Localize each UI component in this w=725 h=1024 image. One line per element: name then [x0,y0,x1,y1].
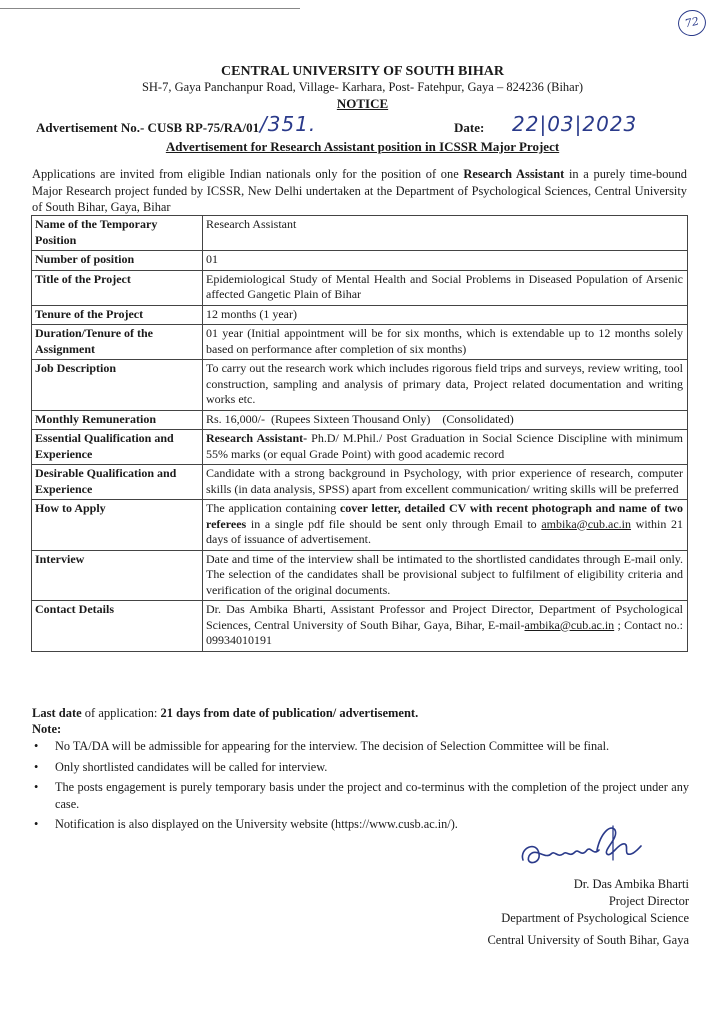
row-label: Job Description [32,360,203,411]
table-row [32,430,688,465]
table-row [32,410,688,430]
table-row [32,360,688,411]
advertisement-number-handwritten: /351. [260,112,317,136]
last-date-value: 21 days from date of publication/ advertisement. [160,706,419,720]
row-value [203,500,688,551]
list-item: • No TA/DA will be admissible for appearing for the interview. The decision of Selection Committee will be final. [32,738,689,755]
table-row [32,270,688,305]
row-value [203,430,688,465]
table-row [32,216,688,251]
row-value: Rs. 16,000/- (Rupees Sixteen Thousand Only) (Consolidated) [203,410,688,430]
essential-text: Ph.D/ M.Phil./ Post Graduation in Social Science Discipline with minimum 55% marks (or equal Grade Point) with good academic record [206,431,684,461]
row-value: Date and time of the interview shall be intimated to the shortlisted candidates through E-mail only. The selection of the candidates shall be provisional subject to fulfilment of eligibility criteria and verification of the original documents. [203,550,688,601]
row-value: Research Assistant [203,216,688,251]
list-item: • Notification is also displayed on the University website (https://www.cusb.ac.in/). [32,816,689,833]
row-label: Monthly Remuneration [32,410,203,430]
subject-heading: Advertisement for Research Assistant position in ICSSR Major Project [165,139,560,154]
intro-text-1: Applications are invited from eligible Indian nationals only for the position of one [32,167,464,181]
list-item: • The posts engagement is purely temporary basis under the project and co-terminus with the completion of the project under any case. [32,779,689,812]
apply-email-link[interactable]: ambika@cub.ac.in [541,516,632,531]
last-date-middle: of application: [81,706,161,720]
intro-position-bold: Research Assistant [463,167,565,181]
row-value [203,601,688,652]
contact-text-1: Dr. Das Ambika Bharti, Assistant Professor and Project Director, Department of Psychological Sciences, Central University of South Bihar, Gaya, Bihar, E-mail- [206,602,683,632]
apply-text-3: within 21 days of issuance of advertisement. [206,516,683,546]
row-label: Desirable Qualification and Experience [32,465,203,500]
intro-paragraph [32,166,687,216]
signatory-title: Project Director [608,894,689,908]
row-label: Interview [32,550,203,601]
row-value: Epidemiological Study of Mental Health and Social Problems in Diseased Population of Arsenic affected Gangetic Plain of Bihar [203,270,688,305]
advertisement-number-label: Advertisement No.- CUSB RP-75/RA/01 [36,120,260,135]
row-value: 12 months (1 year) [203,305,688,325]
row-value: 01 year (Initial appointment will be for six months, which is extendable up to 12 months solely based on performance after completion of six months) [203,325,688,360]
position-details-table [31,215,688,652]
table-row [32,465,688,500]
top-rule [0,8,300,9]
university-address: SH-7, Gaya Panchanpur Road, Village- Karhara, Post- Fatehpur, Gaya – 824236 (Bihar) [141,80,584,94]
university-name: CENTRAL UNIVERSITY OF SOUTH BIHAR [221,64,504,79]
page-number-stamp: 72 [676,7,709,38]
row-value: 01 [203,251,688,271]
row-value: To carry out the research work which includes rigorous field trips and surveys, review writing, tool construction, sampling and analysis of primary data, Project related documentation and writing works etc. [203,360,688,411]
row-label: Name of the Temporary Position [32,216,203,251]
row-label: Duration/Tenure of the Assignment [32,325,203,360]
table-row [32,601,688,652]
notice-heading: NOTICE [336,96,389,111]
signatory-department: Department of Psychological Science [501,911,689,925]
apply-text-2: in a single pdf file should be sent only through Email to [246,516,542,531]
table-row [32,305,688,325]
table-row [32,550,688,601]
signatory-name: Dr. Das Ambika Bharti [573,877,689,891]
table-row [32,500,688,551]
last-date-line [32,706,418,721]
list-item: • Only shortlisted candidates will be called for interview. [32,759,689,776]
row-label: Essential Qualification and Experience [32,430,203,465]
advertisement-line [36,112,676,140]
intro-text-2: in a purely time-bound Major Research project funded by ICSSR, New Delhi undertaken at the Department of Psychological Sciences, Central University of South Bihar, Gaya, Bihar [32,167,687,214]
apply-requirements-bold: cover letter, detailed CV with recent photograph and name of two referees [206,501,684,531]
row-label: Tenure of the Project [32,305,203,325]
handwritten-signature [515,820,645,878]
row-value: Candidate with a strong background in Psychology, with prior experience of research, computer skills (in data analysis, SPSS) apart from excellent communication/ writing skills will be preferred [203,465,688,500]
row-label: Title of the Project [32,270,203,305]
signatory-university: Central University of South Bihar, Gaya [487,933,689,947]
contact-text-2: ; Contact no.: 09934010191 [206,617,684,647]
essential-role-bold: Research Assistant- [206,431,308,445]
table-row [32,251,688,271]
table-row [32,325,688,360]
date-handwritten: 22|03|2023 [512,112,638,136]
contact-email-link[interactable]: ambika@cub.ac.in [524,617,615,632]
row-label: Contact Details [32,601,203,652]
row-label: How to Apply [32,500,203,551]
apply-text-1: The application containing [206,501,340,515]
last-date-label: Last date [32,706,82,720]
note-heading: Note: [32,722,62,736]
row-label: Number of position [32,251,203,271]
date-label: Date: [454,120,485,135]
